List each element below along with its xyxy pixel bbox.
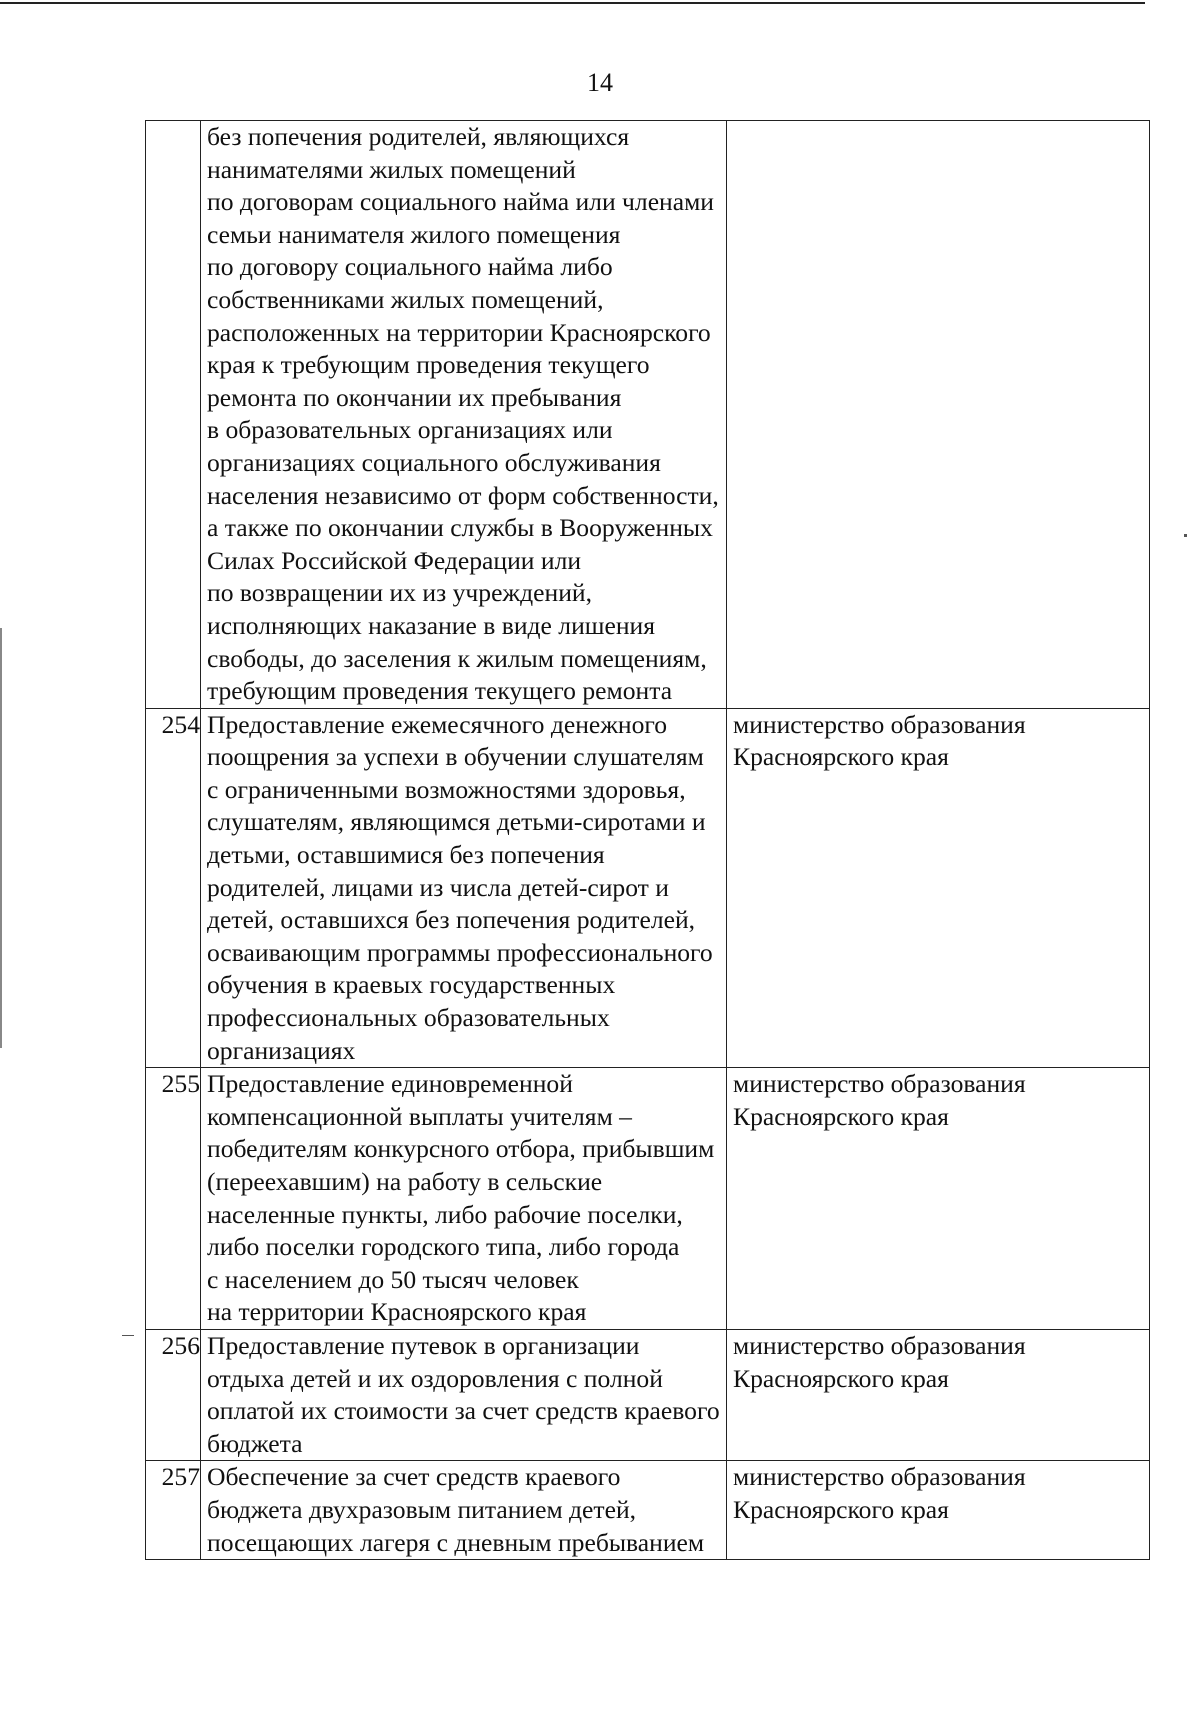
description-line: организациях социального обслуживания [207, 447, 661, 477]
description-line: ремонта по окончании их пребывания [207, 382, 622, 412]
table-row [146, 1461, 1150, 1560]
description-line: а также по окончании службы в Вооруженных [207, 513, 713, 543]
organization-line: министерство образования [733, 1462, 1026, 1492]
description-line: расположенных на территории Красноярского [207, 317, 711, 347]
description-line: собственниками жилых помещений, [207, 284, 604, 314]
description-line: (переехавшим) на работу в сельские [207, 1167, 603, 1196]
responsible-organization [727, 1461, 1150, 1560]
table-row [146, 708, 1150, 1068]
row-number: 256 [146, 1329, 201, 1460]
row-number: 254 [146, 708, 201, 1068]
description-line: организациях [207, 1035, 356, 1065]
description-line: семьи нанимателя жилого помещения [207, 219, 621, 249]
description-line: профессиональных образовательных [207, 1003, 610, 1033]
description-line: без попечения родителей, являющихся [207, 122, 630, 151]
organization-line: Красноярского края [733, 1101, 949, 1131]
table-row [146, 1329, 1150, 1460]
table-row [146, 121, 1150, 709]
responsible-organization [727, 1329, 1150, 1460]
services-table [145, 120, 1150, 1560]
description-line: по договору социального найма либо [207, 252, 613, 282]
description-line: детьми, оставшимися без попечения [207, 840, 605, 870]
description-line: с ограниченными возможностями здоровья, [207, 774, 686, 804]
top-border-line [0, 2, 1145, 4]
description-line: детей, оставшихся без попечения родителей, [207, 905, 696, 935]
description-line: посещающих лагеря с дневным пребыванием [207, 1527, 705, 1557]
table-body [146, 121, 1150, 1560]
organization-line: министерство образования [733, 709, 1026, 739]
description-line: в образовательных организациях или [207, 415, 613, 445]
page-number: 14 [587, 68, 613, 97]
description-line: отдыха детей и их оздоровления с полной [207, 1363, 663, 1393]
description-line: бюджета двухразовым питанием детей, [207, 1494, 637, 1524]
description-line: родителей, лицами из числа детей-сирот и [207, 872, 669, 902]
description-line: по договорам социального найма или членами [207, 187, 715, 217]
description-line: с населением до 50 тысяч человек [207, 1264, 579, 1294]
responsible-organization [727, 121, 1150, 709]
organization-line: министерство образования [733, 1330, 1026, 1360]
row-number: 255 [146, 1068, 201, 1330]
service-description [201, 708, 727, 1068]
organization-line: министерство образования [733, 1069, 1026, 1099]
organization-line: Красноярского края [733, 1363, 949, 1393]
service-description [201, 1068, 727, 1330]
description-line: требующим проведения текущего ремонта [207, 676, 673, 706]
description-line: по возвращении их из учреждений, [207, 578, 592, 608]
service-description [201, 1461, 727, 1560]
row-number [146, 121, 201, 709]
description-line: победителям конкурсного отбора, прибывшим [207, 1134, 715, 1164]
description-line: исполняющих наказание в виде лишения [207, 610, 656, 640]
description-line: Предоставление единовременной [207, 1069, 573, 1099]
description-line: Предоставление ежемесячного денежного [207, 709, 668, 739]
responsible-organization [727, 1068, 1150, 1330]
description-line: Силах Российской Федерации или [207, 545, 582, 575]
description-line: населенные пункты, либо рабочие поселки, [207, 1199, 683, 1229]
description-line: обучения в краевых государственных [207, 970, 616, 1000]
description-line: оплатой их стоимости за счет средств краевого [207, 1396, 720, 1426]
description-line: на территории Красноярского края [207, 1297, 587, 1327]
description-line: нанимателями жилых помещений [207, 154, 576, 184]
organization-line: Красноярского края [733, 742, 949, 772]
responsible-organization [727, 708, 1150, 1068]
description-line: либо поселки городского типа, либо города [207, 1232, 680, 1262]
description-line: бюджета [207, 1428, 303, 1458]
description-line: населения независимо от форм собственности, [207, 480, 719, 510]
scan-mark [122, 1335, 134, 1336]
table-row [146, 1068, 1150, 1330]
description-line: слушателям, являющимся детьми-сиротами и [207, 807, 706, 837]
service-description [201, 121, 727, 709]
row-number: 257 [146, 1461, 201, 1560]
description-line: края к требующим проведения текущего [207, 350, 650, 380]
description-line: компенсационной выплаты учителям – [207, 1101, 632, 1131]
service-description [201, 1329, 727, 1460]
description-line: поощрения за успехи в обучении слушателям [207, 742, 704, 772]
organization-line: Красноярского края [733, 1494, 949, 1524]
description-line: Предоставление путевок в организации [207, 1330, 640, 1360]
description-line: осваивающим программы профессионального [207, 937, 713, 967]
description-line: свободы, до заселения к жилым помещениям, [207, 643, 707, 673]
scan-mark [1184, 534, 1187, 537]
description-line: Обеспечение за счет средств краевого [207, 1462, 621, 1492]
scan-mark [0, 628, 2, 1048]
